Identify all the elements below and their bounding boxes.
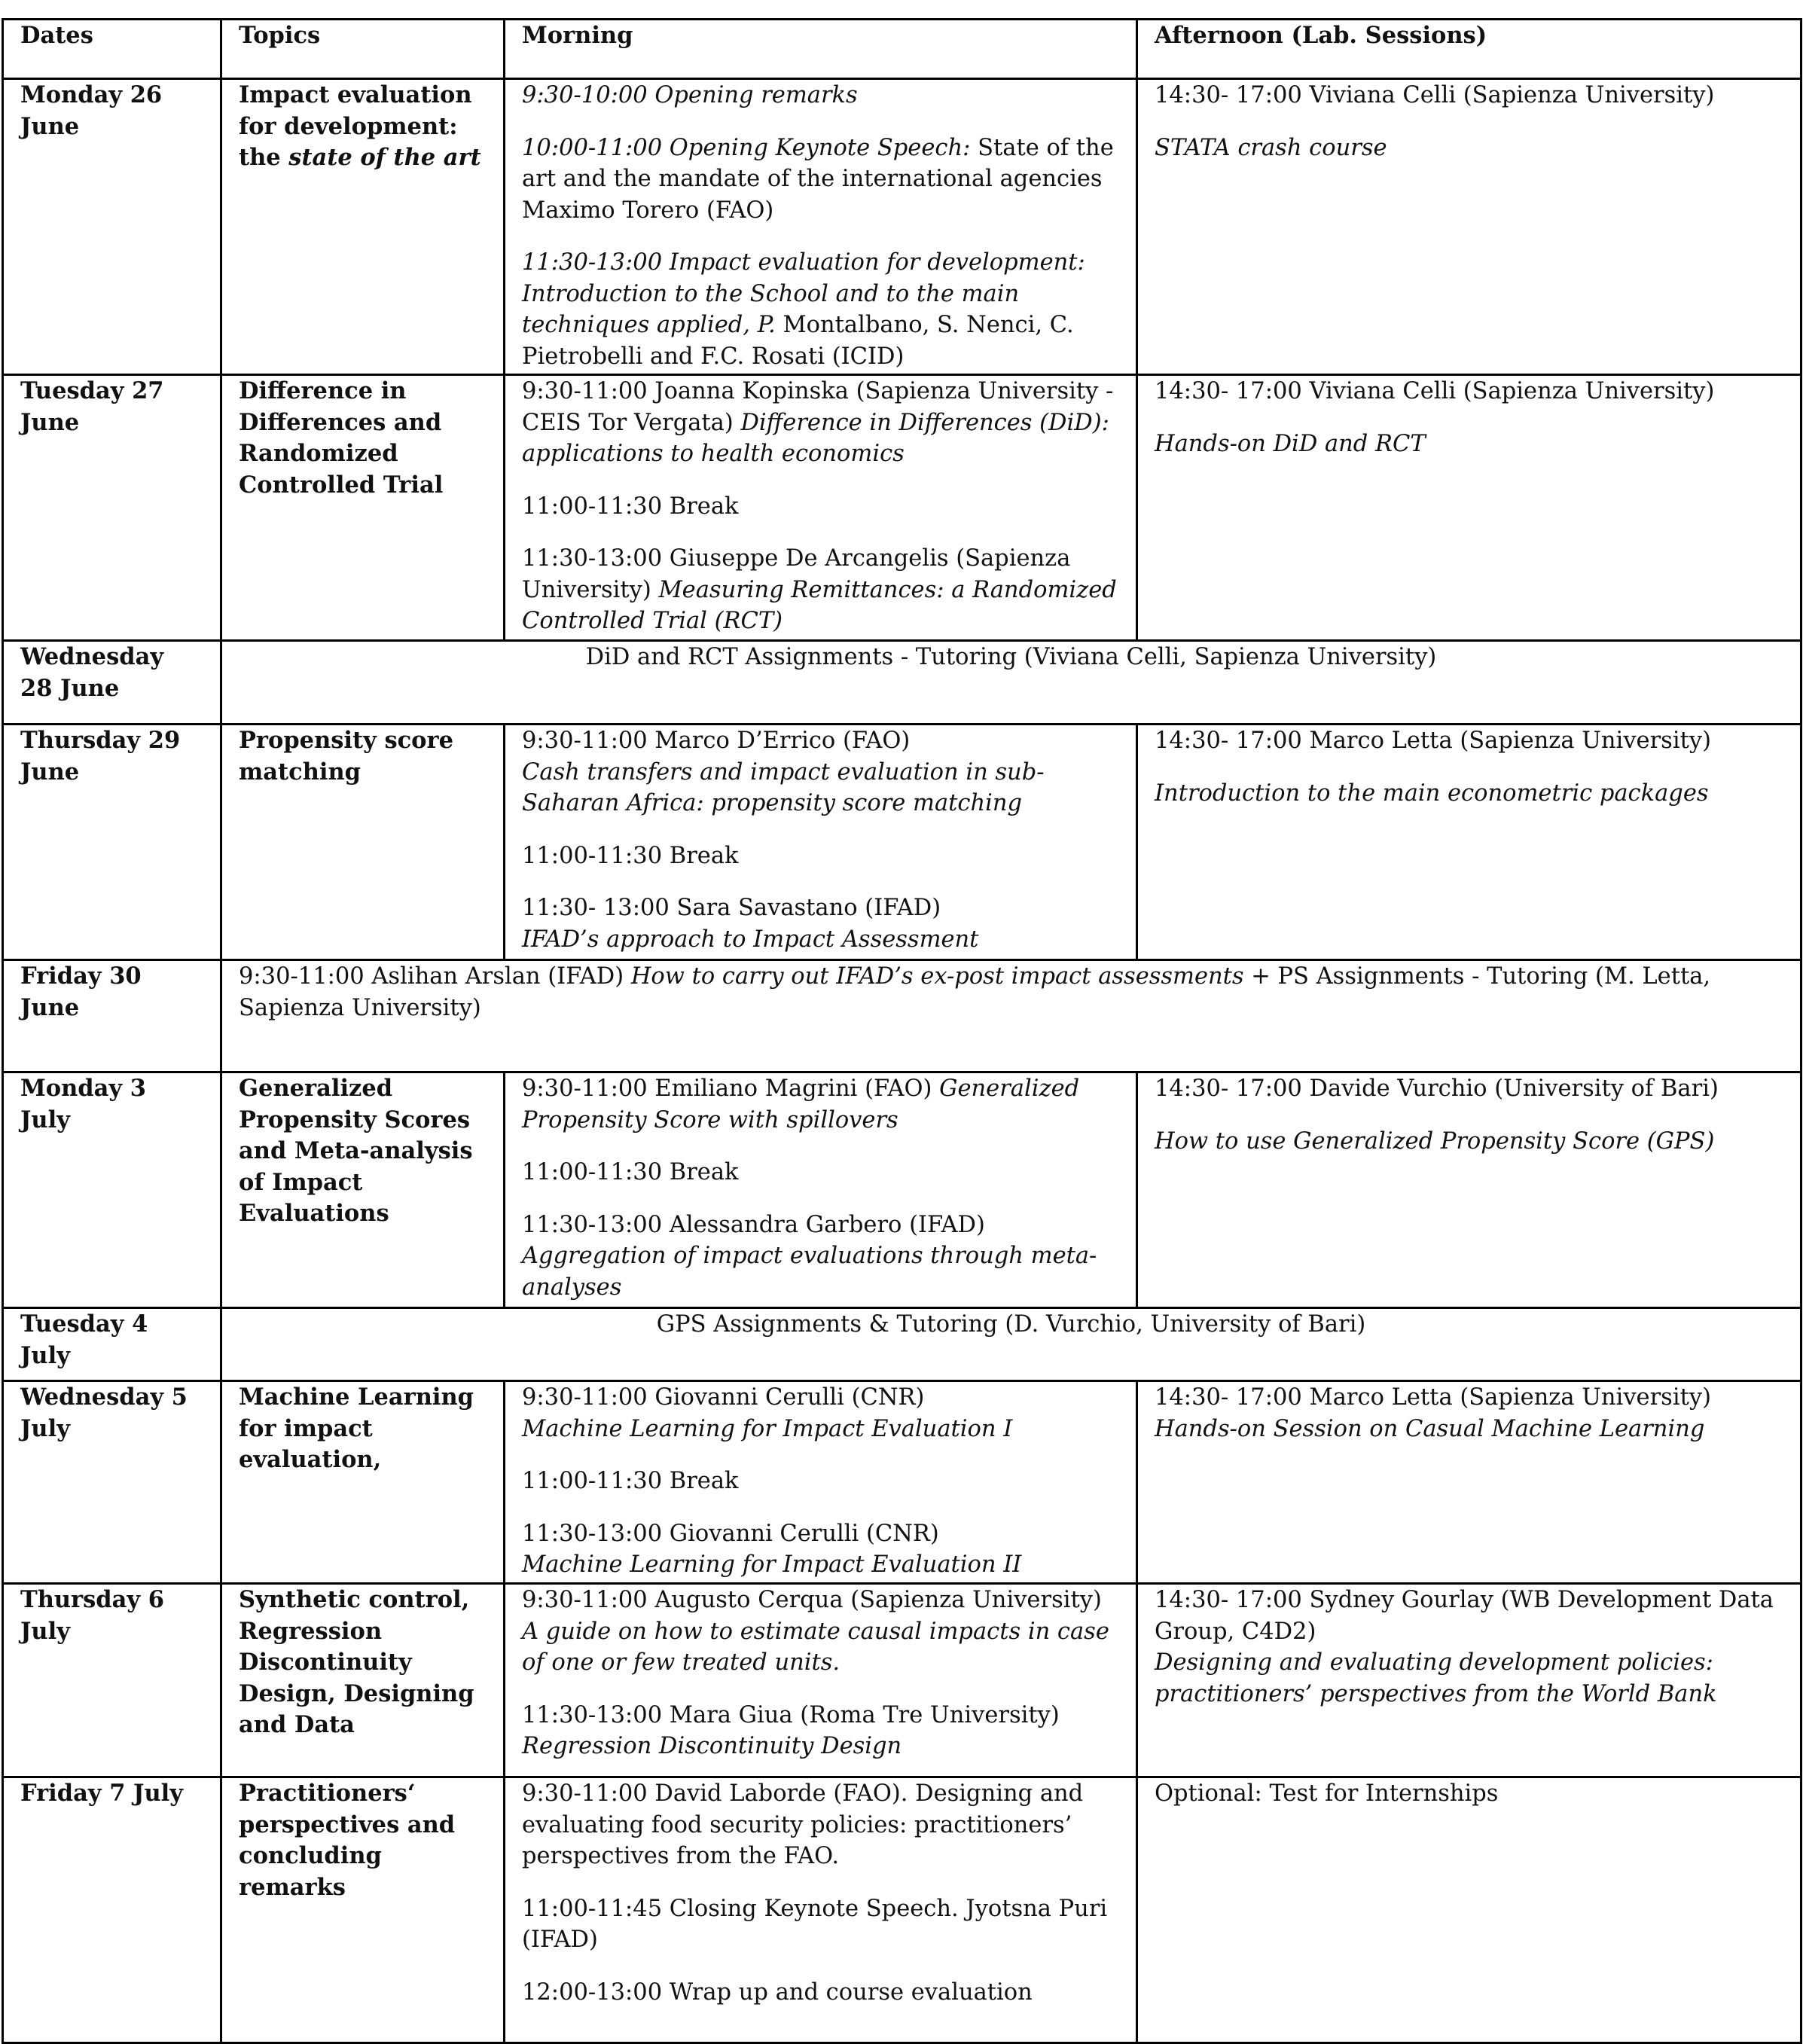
- session-item: [1155, 133, 1783, 164]
- morning-cell: [505, 1072, 1137, 1308]
- topic-cell: Difference in Differences and Randomized Controlled Trial: [221, 375, 505, 641]
- session-text: 14:30- 17:00 Viviana Celli (Sapienza University): [1155, 82, 1715, 108]
- full-day-cell: DiD and RCT Assignments - Tutoring (Viviana Celli, Sapienza University): [221, 641, 1801, 725]
- session-text-italic: 11:30-13:00 Impact evaluation for development: Introduction to the School and to the main techniques applied, P.: [522, 249, 1085, 338]
- session-text-italic: Generalized Propensity Score with spillovers: [522, 1075, 1080, 1133]
- session-text: + PS Assignments - Tutoring (M. Letta, Sapienza University): [239, 963, 1711, 1021]
- header-row: [3, 20, 1801, 79]
- session-item: [1155, 1126, 1783, 1158]
- afternoon-cell: [1137, 1777, 1801, 2043]
- topic-cell: Machine Learning for impact evaluation,: [221, 1381, 505, 1584]
- session-text: 11:30- 13:00 Sara Savastano (IFAD): [522, 895, 941, 921]
- session-item: [1155, 1073, 1783, 1105]
- table-row: [3, 641, 1801, 725]
- session-text-italic: Aggregation of impact evaluations through meta-analyses: [522, 1243, 1097, 1301]
- schedule-table: [2, 18, 1802, 2044]
- session-item: [1155, 725, 1783, 757]
- afternoon-cell: [1137, 1381, 1801, 1584]
- table-row: [3, 1584, 1801, 1777]
- session-item: [522, 1518, 1119, 1581]
- session-text: 9:30-10:00 Opening remarks: [522, 82, 858, 108]
- session-text: 12:00-13:00 Wrap up and course evaluation: [522, 1978, 1033, 2006]
- session-text: 9:30-11:00 Emiliano Magrini (FAO): [522, 1075, 940, 1102]
- session-text-italic: Cash transfers and impact evaluation in sub-Saharan Africa: propensity score matching: [522, 758, 1045, 816]
- session-item: [522, 543, 1119, 637]
- table-row: [3, 375, 1801, 641]
- session-text: 11:00-11:45 Closing Keynote Speech. Jyotsna Puri (IFAD): [522, 1895, 1108, 1953]
- session-text: 14:30- 17:00 Viviana Celli (Sapienza University): [1155, 378, 1715, 404]
- session-text: Optional: Test for Internships: [1155, 1780, 1499, 1807]
- session-item: [522, 1778, 1119, 1872]
- session-text-italic: IFAD’s approach to Impact Assessment: [522, 926, 979, 953]
- session-text-italic: A guide on how to estimate causal impacts in case of one or few treated units.: [522, 1618, 1109, 1676]
- session-text-italic: Regression Discontinuity Design: [522, 1733, 902, 1759]
- header-afternoon: Afternoon (Lab. Sessions): [1137, 20, 1801, 79]
- session-item: [522, 1977, 1119, 2009]
- topic-cell: Generalized Propensity Scores and Meta-analysis of Impact Evaluations: [221, 1072, 505, 1308]
- afternoon-cell: [1137, 725, 1801, 960]
- full-day-cell: GPS Assignments & Tutoring (D. Vurchio, University of Bari): [221, 1308, 1801, 1381]
- session-item: [522, 1700, 1119, 1762]
- session-item: [522, 1893, 1119, 1956]
- date-cell: Tuesday 27 June: [3, 375, 221, 641]
- header-dates: Dates: [3, 20, 221, 79]
- table-row: [3, 79, 1801, 375]
- session-text: 11:00-11:30 Break: [522, 493, 739, 520]
- topic-text-italic: state of the art: [288, 144, 481, 171]
- session-item: [522, 840, 1119, 872]
- morning-cell: [505, 79, 1137, 375]
- session-text: 11:30-13:00 Mara Giua (Roma Tre University): [522, 1701, 1060, 1728]
- session-text: Montalbano, S. Nenci, C. Pietrobelli and F.C. Rosati (ICID): [522, 312, 1074, 370]
- date-cell: Wednesday 5 July: [3, 1381, 221, 1584]
- session-item: [522, 1585, 1119, 1679]
- morning-cell: [505, 1777, 1137, 2043]
- morning-cell: [505, 1584, 1137, 1777]
- session-text: 14:30- 17:00 Marco Letta (Sapienza University): [1155, 728, 1711, 754]
- session-text-italic: Measuring Remittances: a Randomized Controlled Trial (RCT): [522, 576, 1117, 634]
- afternoon-cell: [1137, 79, 1801, 375]
- session-text-italic: Difference in Differences (DiD): applications to health economics: [522, 409, 1109, 467]
- session-text: 14:30- 17:00 Marco Letta (Sapienza University): [1155, 1384, 1711, 1411]
- session-text: 11:30-13:00 Giuseppe De Arcangelis (Sapienza University): [522, 545, 1071, 603]
- session-text: State of the art and the mandate of the international agencies Maximo Torero (FAO): [522, 134, 1114, 224]
- date-cell: Friday 30 June: [3, 960, 221, 1072]
- session-text-italic: Hands-on Session on Casual Machine Learning: [1155, 1415, 1705, 1442]
- session-text: 11:00-11:30 Break: [522, 842, 739, 869]
- date-cell: Monday 26 June: [3, 79, 221, 375]
- session-text: 9:30-11:00 Joanna Kopinska (Sapienza University - CEIS Tor Vergata): [522, 378, 1114, 436]
- session-item: [522, 491, 1119, 523]
- afternoon-cell: [1137, 375, 1801, 641]
- session-text: 14:30- 17:00 Sydney Gourlay (WB Development Data Group, C4D2): [1155, 1587, 1774, 1645]
- session-text-italic: Introduction to the main econometric packages: [1155, 779, 1709, 807]
- morning-cell: [505, 375, 1137, 641]
- header-topics: Topics: [221, 20, 505, 79]
- session-item: [1155, 1382, 1783, 1445]
- session-item: [522, 1210, 1119, 1304]
- date-cell: Tuesday 4 July: [3, 1308, 221, 1381]
- session-text-italic: How to carry out IFAD’s ex-post impact assessments: [630, 963, 1244, 990]
- session-item: [522, 133, 1119, 227]
- session-text: 9:30-11:00 Aslihan Arslan (IFAD): [239, 963, 631, 990]
- full-day-cell: [221, 960, 1801, 1072]
- session-text: 11:30-13:00 Alessandra Garbero (IFAD): [522, 1211, 985, 1238]
- morning-cell: [505, 1381, 1137, 1584]
- morning-cell: [505, 725, 1137, 960]
- session-item: [1155, 429, 1783, 460]
- date-cell: Thursday 29 June: [3, 725, 221, 960]
- session-text: 9:30-11:00 David Laborde (FAO). Designing and evaluating food security policies: practitioners’ perspectives from the FAO.: [522, 1780, 1084, 1869]
- session-text: 14:30- 17:00 Davide Vurchio (University of Bari): [1155, 1075, 1719, 1102]
- session-text: 9:30-11:00 Giovanni Cerulli (CNR): [522, 1384, 925, 1411]
- session-text: 11:00-11:30 Break: [522, 1159, 739, 1185]
- session-text-italic: Designing and evaluating development policies: practitioners’ perspectives from the World Bank: [1155, 1649, 1717, 1707]
- session-text: 11:00-11:30 Break: [522, 1468, 739, 1494]
- session-item: [1155, 376, 1783, 407]
- topic-cell: Practitioners‘ perspectives and concluding remarks: [221, 1777, 505, 2043]
- date-cell: Thursday 6 July: [3, 1584, 221, 1777]
- topic-cell: [221, 79, 505, 375]
- session-item: [522, 376, 1119, 470]
- topic-cell: Propensity score matching: [221, 725, 505, 960]
- session-text-italic: 10:00-11:00 Opening Keynote Speech:: [522, 134, 978, 161]
- table-row: [3, 1072, 1801, 1308]
- session-item: [522, 892, 1119, 955]
- session-item: [522, 1466, 1119, 1497]
- session-text-italic: Hands-on DiD and RCT: [1155, 430, 1426, 457]
- table-row: [3, 1777, 1801, 2043]
- session-item: [1155, 1585, 1783, 1710]
- session-item: [522, 1157, 1119, 1188]
- afternoon-cell: [1137, 1072, 1801, 1308]
- session-text: 11:30-13:00 Giovanni Cerulli (CNR): [522, 1520, 939, 1547]
- session-item: [522, 247, 1119, 372]
- session-item: [1155, 1778, 1783, 1810]
- session-item: [522, 1382, 1119, 1445]
- date-cell: Friday 7 July: [3, 1777, 221, 2043]
- table-row: [3, 725, 1801, 960]
- date-cell: Monday 3 July: [3, 1072, 221, 1308]
- table-row: [3, 1308, 1801, 1381]
- session-text: 9:30-11:00 Marco D’Errico (FAO): [522, 728, 911, 754]
- topic-text: Impact evaluation for development: the: [239, 81, 472, 171]
- session-item: [1155, 80, 1783, 111]
- session-text-italic: How to use Generalized Propensity Score (GPS): [1155, 1127, 1715, 1155]
- session-text-italic: Machine Learning for Impact Evaluation I: [522, 1415, 1013, 1442]
- session-item: [1155, 778, 1783, 810]
- session-text: 9:30-11:00 Augusto Cerqua (Sapienza University): [522, 1587, 1102, 1613]
- session-item: [522, 1073, 1119, 1136]
- afternoon-cell: [1137, 1584, 1801, 1777]
- session-item: [522, 80, 1119, 111]
- header-morning: Morning: [505, 20, 1137, 79]
- session-item: [522, 725, 1119, 819]
- session-text-italic: Machine Learning for Impact Evaluation II: [522, 1551, 1022, 1578]
- table-row: [3, 960, 1801, 1072]
- session-text-italic: STATA crash course: [1155, 134, 1387, 161]
- date-cell: Wednesday 28 June: [3, 641, 221, 725]
- topic-cell: Synthetic control, Regression Discontinuity Design, Designing and Data: [221, 1584, 505, 1777]
- table-row: [3, 1381, 1801, 1584]
